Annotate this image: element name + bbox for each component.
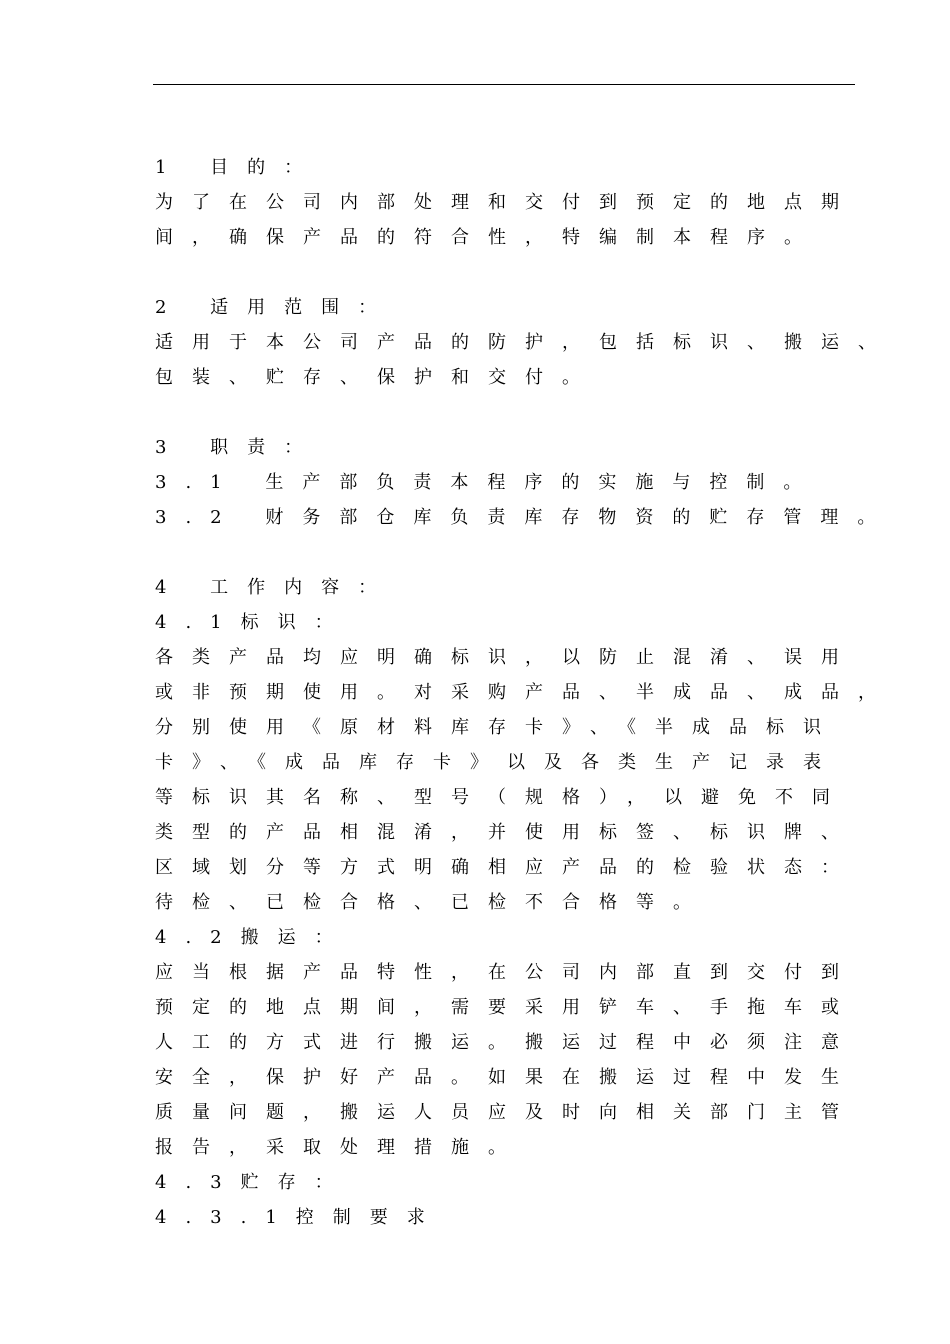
header-rule xyxy=(153,84,855,85)
section-heading-responsibilities: 3 职责： xyxy=(155,437,322,458)
paragraph-line: 人工的方式进行搬运。搬运过程中必须注意 xyxy=(155,1032,858,1053)
document-body xyxy=(155,150,915,1235)
section-heading-scope: 2 适用范围： xyxy=(155,297,396,318)
section-spacer xyxy=(155,535,915,570)
paragraph-line: 报告，采取处理措施。 xyxy=(155,1137,525,1158)
paragraph-line: 包装、贮存、保护和交付。 xyxy=(155,367,599,388)
paragraph-line: 或非预期使用。对采购产品、半成品、成品， xyxy=(155,682,895,703)
paragraph-line: 3.2 财务部仓库负责库存物资的贮存管理。 xyxy=(155,507,895,528)
paragraph-line: 为了在公司内部处理和交付到预定的地点期 xyxy=(155,192,858,213)
paragraph-line: 等标识其名称、型号（规格），以避免不同 xyxy=(155,787,849,808)
paragraph-line: 分别使用《原材料库存卡》、《半成品标识 xyxy=(155,717,840,738)
subsection-heading-control-requirements: 4.3.1控制要求 xyxy=(155,1207,444,1228)
paragraph-line: 预定的地点期间，需要采用铲车、手拖车或 xyxy=(155,997,858,1018)
paragraph-line: 类型的产品相混淆，并使用标签、标识牌、 xyxy=(155,822,858,843)
paragraph-line: 质量问题，搬运人员应及时向相关部门主管 xyxy=(155,1102,858,1123)
paragraph-line: 卡》、《成品库存卡》以及各类生产记录表 xyxy=(155,752,840,773)
subsection-heading-handling: 4.2搬运： xyxy=(155,927,352,948)
paragraph-line: 安全，保护好产品。如果在搬运过程中发生 xyxy=(155,1067,858,1088)
section-spacer xyxy=(155,395,915,430)
subsection-heading-identification: 4.1标识： xyxy=(155,612,352,633)
paragraph-line: 3.1 生产部负责本程序的实施与控制。 xyxy=(155,472,821,493)
section-spacer xyxy=(155,255,915,290)
paragraph-line: 待检、已检合格、已检不合格等。 xyxy=(155,892,710,913)
paragraph-line: 间，确保产品的符合性，特编制本程序。 xyxy=(155,227,821,248)
paragraph-line: 适用于本公司产品的防护，包括标识、搬运、 xyxy=(155,332,895,353)
subsection-heading-storage: 4.3贮存： xyxy=(155,1172,352,1193)
paragraph-line: 应当根据产品特性，在公司内部直到交付到 xyxy=(155,962,858,983)
paragraph-line: 各类产品均应明确标识，以防止混淆、误用 xyxy=(155,647,858,668)
section-heading-work-content: 4 工作内容： xyxy=(155,577,396,598)
paragraph-line: 区域划分等方式明确相应产品的检验状态： xyxy=(155,857,858,878)
section-heading-purpose: 1 目的： xyxy=(155,157,322,178)
